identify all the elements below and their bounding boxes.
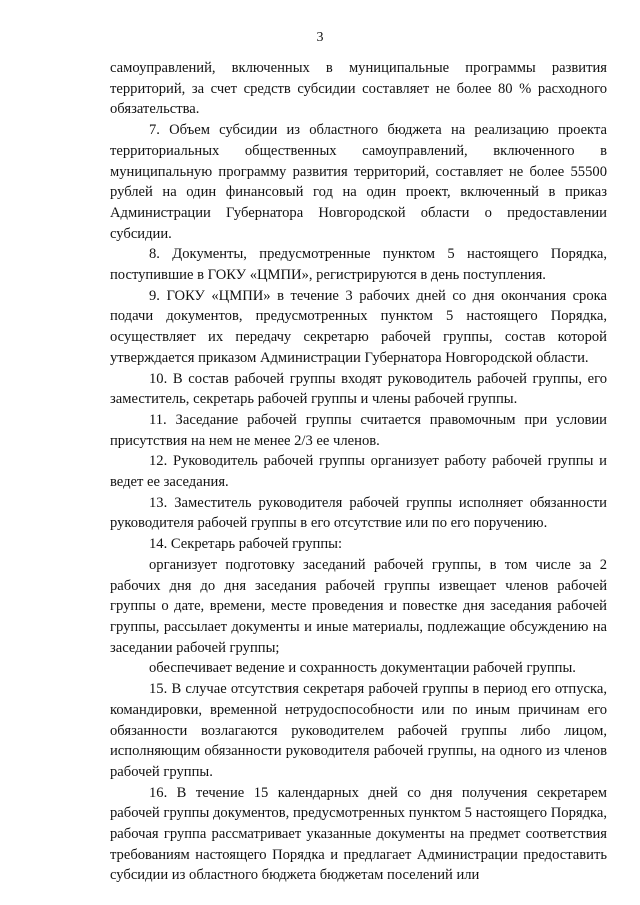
paragraph-continuation: самоуправлений, включенных в муниципальные программы развития территорий, за счет средств субсидии составляет не более 80 % расходного обязательства. (110, 60, 607, 118)
page-number: 3 (316, 30, 324, 45)
paragraph-10: 10. В состав рабочей группы входят руководитель рабочей группы, его заместитель, секретарь рабочей группы и члены рабочей группы. (110, 370, 607, 408)
document-body (110, 58, 607, 886)
paragraph-7: 7. Объем субсидии из областного бюджета на реализацию проекта территориальных общественных самоуправлений, включенного в муниципальную программу развития территорий, составляет не более 55500 рублей на один финансовый год на один проект, включенный в приказ Администрации Губернатора Новгородской области о предоставлении субсидии. (110, 122, 607, 242)
paragraph-15: 15. В случае отсутствия секретаря рабочей группы в период его отпуска, командировки, временной нетрудоспособности или по иным причинам его обязанности возлагаются руководителем рабочей группы либо лицом, исполняющим обязанности руководителя рабочей группы, на одного из членов рабочей группы. (110, 681, 607, 780)
paragraph-14: 14. Секретарь рабочей группы: (149, 536, 343, 553)
paragraph-12: 12. Руководитель рабочей группы организует работу рабочей группы и ведет ее заседания. (110, 453, 607, 491)
paragraph-13: 13. Заместитель руководителя рабочей группы исполняет обязанности руководителя рабочей группы в его отсутствие или по его поручению. (110, 494, 607, 532)
paragraph-8: 8. Документы, предусмотренные пунктом 5 настоящего Порядка, поступившие в ГОКУ «ЦМПИ», регистрируются в день поступления. (110, 246, 607, 284)
paragraph-14-item-1: организует подготовку заседаний рабочей группы, в том числе за 2 рабочих дня до дня заседания рабочей группы извещает членов рабочей группы о дате, времени, месте проведения и повестке дня заседания рабочей группы, рассылает документы и иные материалы, подлежащие обсуждению на заседании рабочей группы; (110, 556, 607, 656)
paragraph-16: 16. В течение 15 календарных дней со дня получения секретарем рабочей группы документов, предусмотренных пунктом 5 настоящего Порядка, рабочая группа рассматривает указанные документы на предмет соответствия требованиям настоящего Порядка и предлагает Администрации предоставить субсидии из областного бюджета бюджетам поселений или (110, 784, 607, 884)
paragraph-11: 11. Заседание рабочей группы считается правомочным при условии присутствия на нем не менее 2/3 ее членов. (110, 411, 607, 449)
paragraph-9: 9. ГОКУ «ЦМПИ» в течение 3 рабочих дней со дня окончания срока подачи документов, предусмотренных пунктом 5 настоящего Порядка, осуществляет их передачу секретарю рабочей группы, состав которой утверждается приказом Администрации Губернатора Новгородской области. (110, 287, 607, 366)
paragraph-14-item-2: обеспечивает ведение и сохранность документации рабочей группы. (149, 660, 576, 677)
